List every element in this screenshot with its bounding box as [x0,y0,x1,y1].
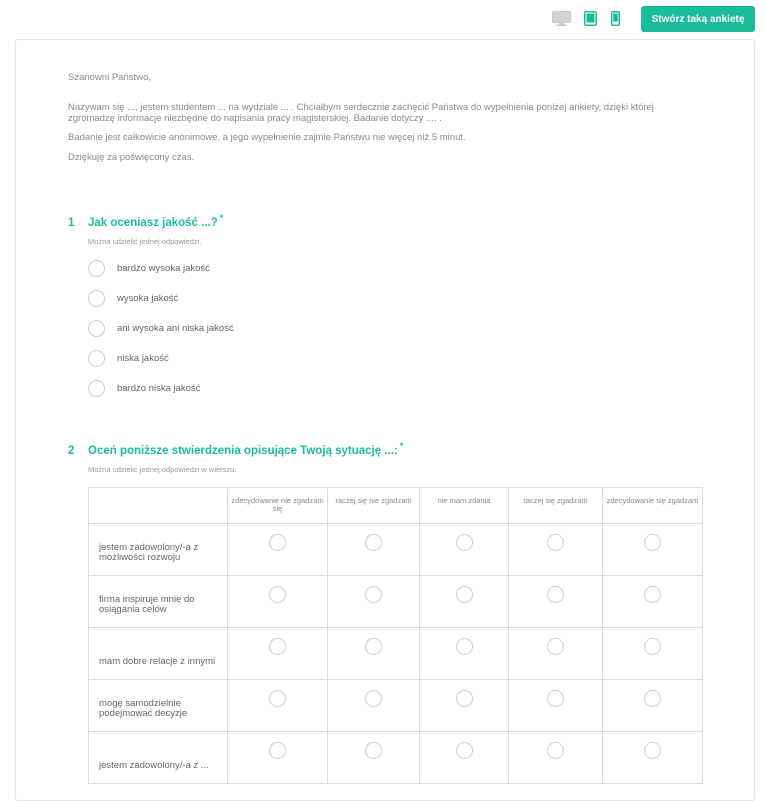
radio-button[interactable] [88,350,105,367]
question-1-hint: Można udzielić jednej odpowiedzi. [88,237,202,246]
column-header: nie mam zdania [420,488,509,524]
radio-button[interactable] [365,586,382,603]
intro-thanks: Dziękuję za poświęcony czas. [68,152,195,163]
column-header: zdecydowanie nie zgadzam się [228,488,328,524]
row-label: firma inspiruje mnie do osiągania celów [89,576,228,628]
required-marker: * [219,213,224,223]
radio-button[interactable] [644,534,661,551]
radio-button[interactable] [456,638,473,655]
radio-button[interactable] [644,638,661,655]
tablet-icon[interactable] [584,11,597,26]
radio-button[interactable] [365,638,382,655]
survey-card [15,39,755,801]
row-label: mogę samodzielnie podejmować decyzje [89,680,228,732]
radio-button[interactable] [644,586,661,603]
q1-option[interactable] [88,288,178,308]
question-text: Oceń poniższe stwierdzenia opisujące Twoją sytuację ...: [88,445,398,457]
radio-button[interactable] [88,320,105,337]
matrix-row [89,680,703,732]
radio-button[interactable] [547,586,564,603]
radio-button[interactable] [456,534,473,551]
intro-greeting: Szanowni Państwo, [68,72,151,83]
radio-button[interactable] [365,690,382,707]
column-header: raczej się nie zgadzam [328,488,420,524]
radio-button[interactable] [644,690,661,707]
option-label: niska jakość [117,352,169,364]
radio-button[interactable] [547,534,564,551]
column-header: zdecydowanie się zgadzam [603,488,703,524]
radio-button[interactable] [365,534,382,551]
intro-paragraph: Nazywam się ..., jestem studentem ... na wydziale ... . Chciałbym serdecznie zachęcić Państwa do wypełnienia poniżej ankiety, dzięki której zgromadzę informacje niezbędne do napisania pracy magisterskiej. Badanie dotyczy .... . [68,102,654,124]
desktop-icon[interactable] [552,11,571,26]
intro-anonymity-note: Badanie jest całkowicie anonimowe, a jego wypełnienie zajmie Państwu nie więcej niż 5 minut. [68,132,466,143]
column-header: raczej się zgadzam [509,488,603,524]
matrix-corner [89,488,228,524]
radio-button[interactable] [269,534,286,551]
radio-button[interactable] [547,638,564,655]
question-1-title [68,213,223,229]
row-label: jestem zadowolony/-a z możliwości rozwoju [89,524,228,576]
radio-button[interactable] [269,690,286,707]
radio-button[interactable] [88,290,105,307]
radio-button[interactable] [269,742,286,759]
radio-button[interactable] [456,690,473,707]
radio-button[interactable] [88,380,105,397]
radio-button[interactable] [269,638,286,655]
q1-option[interactable] [88,378,200,398]
radio-button[interactable] [547,742,564,759]
radio-button[interactable] [365,742,382,759]
q1-option[interactable] [88,258,210,278]
matrix-row [89,576,703,628]
question-2-title [68,441,403,457]
option-label: bardzo niska jakość [117,382,201,394]
row-label: mam dobre relacje z innymi [89,628,228,680]
q1-option[interactable] [88,348,169,368]
option-label: wysoka jakość [117,292,179,304]
radio-button[interactable] [269,586,286,603]
question-text: Jak oceniasz jakość ...? [88,217,218,229]
matrix-row [89,628,703,680]
top-bar [0,0,766,40]
option-label: bardzo wysoka jakość [117,262,210,274]
radio-button[interactable] [456,742,473,759]
row-label: jestem zadowolony/-a z ... [89,732,228,784]
create-survey-button[interactable]: Stwórz taką ankietę [641,6,755,32]
required-marker: * [399,441,404,451]
matrix-row [89,524,703,576]
q1-option[interactable] [88,318,234,338]
option-label: ani wysoka ani niska jakość [117,322,234,334]
mobile-icon[interactable] [611,11,620,26]
matrix-header-row [89,488,703,524]
radio-button[interactable] [644,742,661,759]
radio-button[interactable] [88,260,105,277]
question-2-hint: Można udzielić jednej odpowiedzi w wierszu. [88,465,237,474]
question-number: 1 [68,217,75,229]
radio-button[interactable] [547,690,564,707]
question-number: 2 [68,445,75,457]
likert-matrix [88,487,703,784]
radio-button[interactable] [456,586,473,603]
